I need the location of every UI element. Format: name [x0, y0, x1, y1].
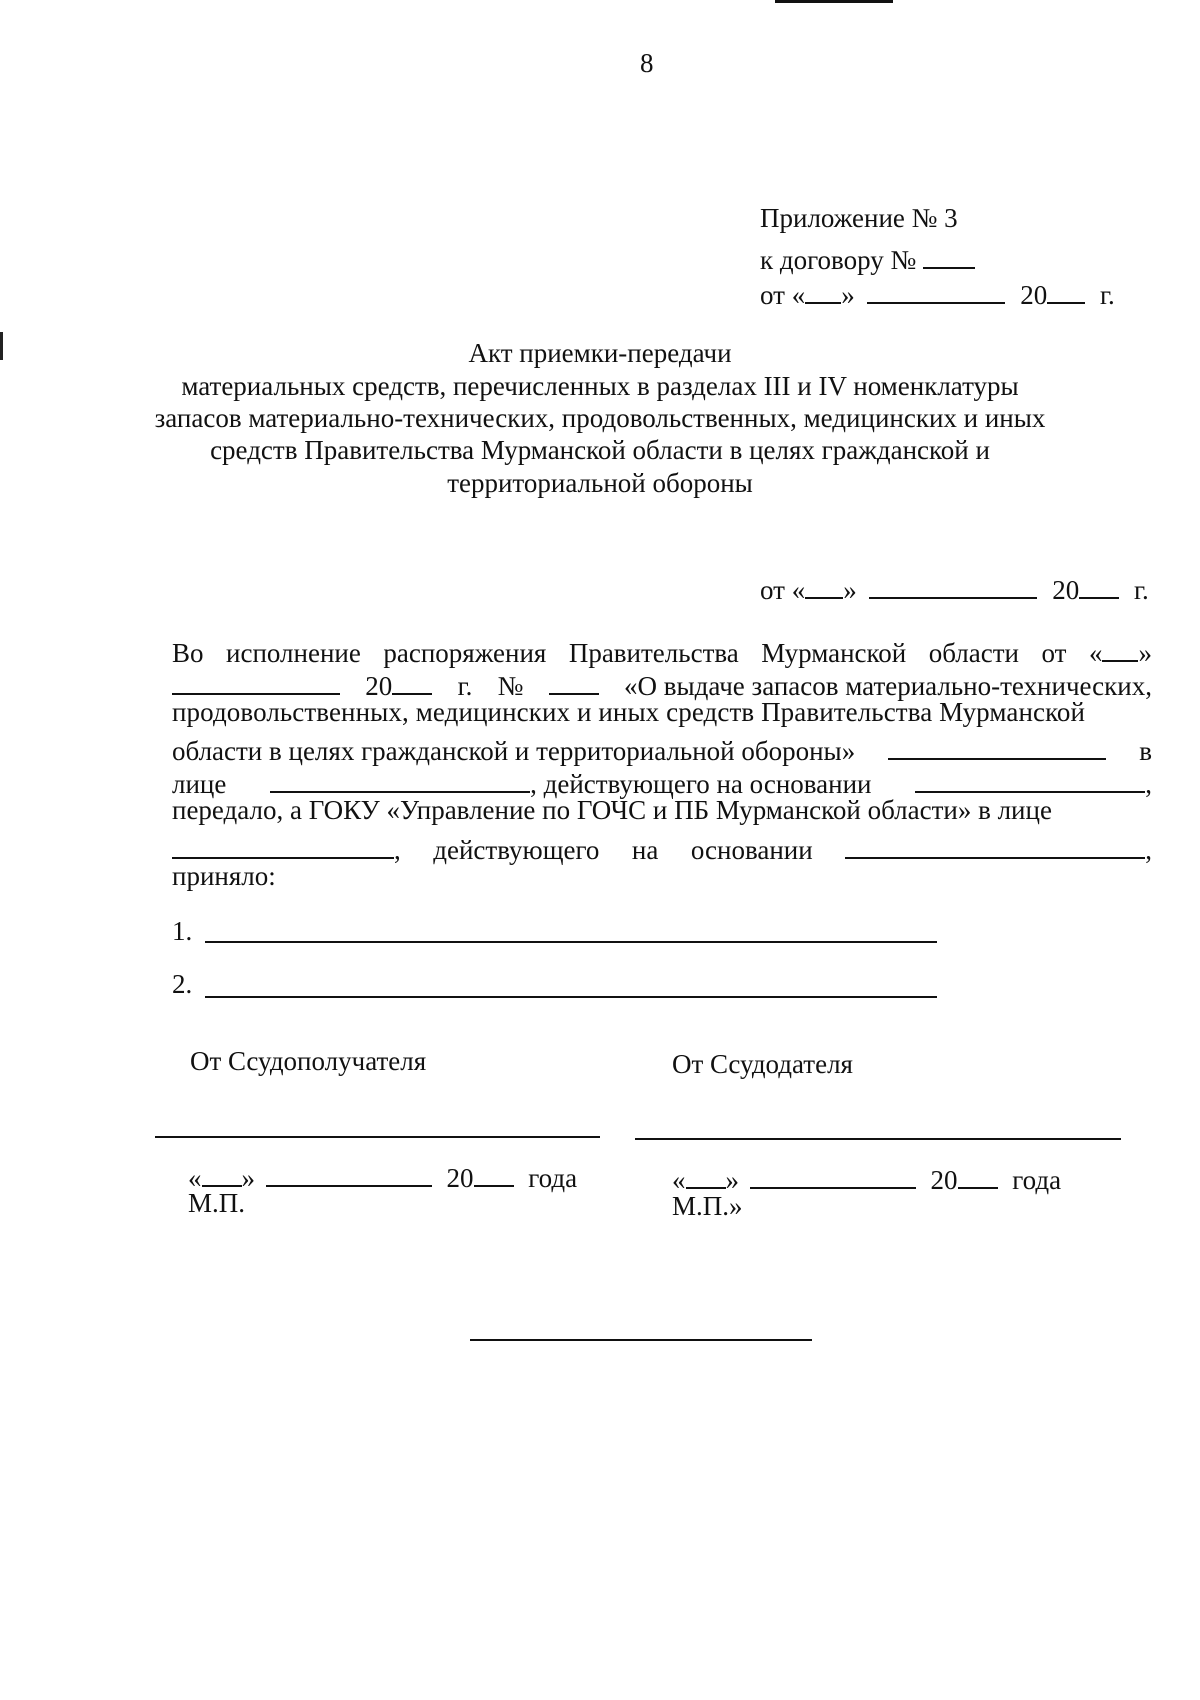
item-2-number: 2.	[172, 969, 193, 999]
transferor-blank	[888, 731, 1106, 760]
page-number: 8	[640, 48, 654, 78]
lender-stamp: М.П.»	[672, 1191, 743, 1221]
body-word: г.	[457, 671, 473, 701]
item-1-blank	[205, 941, 937, 943]
body-line-7	[172, 830, 1152, 864]
lender-date-open: «	[672, 1165, 686, 1195]
borrower-year-word: года	[528, 1163, 578, 1193]
borrower-day-blank	[202, 1158, 242, 1187]
act-date-prefix: от «	[760, 575, 806, 605]
order-month-blank	[172, 666, 340, 695]
lender-day-blank	[686, 1160, 726, 1189]
item-1-number: 1.	[172, 916, 193, 946]
lender-year-word: года	[1012, 1165, 1062, 1195]
appendix-year-prefix: 20	[1020, 280, 1048, 310]
body-word: Во	[172, 638, 204, 668]
body-word: от	[1041, 638, 1067, 668]
body-word: Мурманской	[761, 638, 907, 668]
item-2-blank	[205, 996, 937, 998]
borrower-stamp: М.П.	[188, 1188, 246, 1218]
borrower-signature-line	[155, 1136, 600, 1138]
body-line-5	[172, 764, 1152, 798]
receiver-person-blank	[172, 830, 394, 859]
body-word: действующего	[433, 835, 600, 865]
heading-line-2: материальных средств, перечисленных в разделах III и IV номенклатуры	[181, 371, 1019, 401]
borrower-date	[188, 1158, 577, 1192]
body-word: на	[631, 835, 659, 865]
act-year-prefix: 20	[1052, 575, 1080, 605]
lender-date-close: »	[725, 1165, 739, 1195]
receiver-basis-blank	[845, 830, 1145, 859]
top-scan-line	[775, 0, 893, 3]
receiver-basis	[845, 830, 1152, 864]
document-title: Акт приемки-передачи	[468, 338, 732, 368]
body-word: в	[1139, 736, 1152, 766]
borrower-date-open: «	[188, 1163, 202, 1193]
heading-line-4: средств Правительства Мурманской области в целях гражданской и	[210, 435, 990, 465]
appendix-contract	[760, 240, 975, 274]
body-text: передало, а ГОКУ «Управление по ГОЧС и ПБ Мурманской области» в лице	[172, 795, 1052, 825]
order-day-blank	[1102, 633, 1138, 662]
heading-line-5: территориальной обороны	[447, 468, 753, 498]
transferor-person	[270, 764, 871, 798]
heading-line-3: запасов материально-технических, продовольственных, медицинских и иных	[154, 403, 1046, 433]
borrower-month-blank	[266, 1158, 432, 1187]
body-word: лице	[172, 769, 227, 799]
body-line-3	[172, 699, 1152, 726]
lender-year-blank	[958, 1160, 998, 1189]
body-line-2	[172, 666, 1152, 700]
body-text: , действующего на основании	[530, 769, 872, 799]
body-word: области	[928, 638, 1019, 668]
act-date	[760, 570, 1149, 604]
body-line-1	[172, 633, 1152, 667]
body-text: ,	[1145, 769, 1152, 799]
order-year-prefix: 20	[365, 671, 393, 701]
body-text: ,	[1145, 835, 1152, 865]
appendix-year-blank	[1047, 275, 1085, 304]
appendix-contract-label: к договору №	[760, 245, 917, 275]
order-year-blank	[392, 666, 432, 695]
body-word: Правительства	[568, 638, 739, 668]
order-title-start: «О выдаче запасов материально-технических,	[623, 671, 1152, 701]
closing-separator	[470, 1339, 812, 1341]
lender-year-prefix: 20	[930, 1165, 958, 1195]
order-number-label: №	[497, 671, 524, 701]
act-month-blank	[869, 570, 1037, 599]
body-word: исполнение	[226, 638, 361, 668]
borrower-label: От Ссудополучателя	[190, 1046, 427, 1076]
body-text: ,	[394, 835, 401, 865]
quote-open: «	[1088, 638, 1103, 668]
receiver-person	[172, 830, 401, 864]
body-line-6	[172, 797, 1152, 824]
appendix-date	[760, 275, 1115, 309]
appendix-date-prefix: от «	[760, 280, 806, 310]
act-year-blank	[1079, 570, 1119, 599]
borrower-date-close: »	[241, 1163, 255, 1193]
lender-signature-line	[635, 1138, 1121, 1140]
contract-number-blank	[923, 240, 975, 269]
body-text: продовольственных, медицинских и иных средств Правительства Мурманской	[172, 697, 1086, 727]
transferor-basis-blank	[915, 764, 1145, 793]
order-date-day	[1089, 633, 1152, 667]
act-year-suffix: г.	[1133, 575, 1149, 605]
body-word: основании	[690, 835, 813, 865]
body-word: распоряжения	[383, 638, 547, 668]
appendix-date-close: »	[841, 280, 855, 310]
body-accepted: приняло:	[172, 861, 276, 891]
appendix-day-blank	[805, 275, 841, 304]
transferor-person-blank	[270, 764, 530, 793]
act-day-blank	[805, 570, 843, 599]
order-number-blank	[549, 666, 599, 695]
borrower-year-prefix: 20	[446, 1163, 474, 1193]
appendix-title: Приложение № 3	[760, 203, 958, 233]
appendix-month-blank	[867, 275, 1005, 304]
order-title-end: области в целях гражданской и территориальной обороны»	[172, 736, 856, 766]
act-date-close: »	[843, 575, 857, 605]
lender-month-blank	[750, 1160, 916, 1189]
lender-date	[672, 1160, 1061, 1194]
order-year	[365, 666, 432, 700]
left-scan-mark	[0, 332, 3, 360]
appendix-year-suffix: г.	[1099, 280, 1115, 310]
quote-close: »	[1138, 638, 1152, 668]
lender-label: От Ссудодателя	[672, 1049, 853, 1079]
transferor-basis	[915, 764, 1152, 798]
body-line-4	[172, 731, 1152, 765]
borrower-year-blank	[474, 1158, 514, 1187]
